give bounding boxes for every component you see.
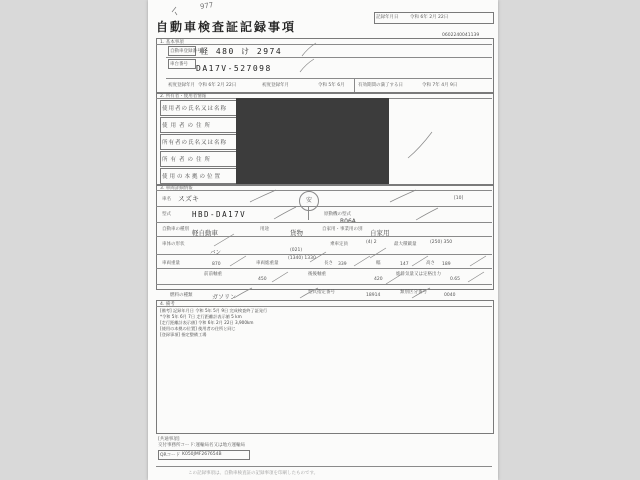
section3-heading: 3. 車両詳細情報 <box>160 186 193 191</box>
model-no-label: 型式指定番号 <box>308 290 335 295</box>
body-value: バン <box>210 250 222 256</box>
gross-value: (1340) 1330 <box>288 256 316 261</box>
rear-axle-label: 後後軸重 <box>308 272 326 277</box>
first-reg-label: 初度登録年月 <box>168 83 195 88</box>
first-date-value: 令和 5年 6月 <box>318 83 345 88</box>
weight-value: 870 <box>212 262 221 267</box>
capacity-label: 乗車定員 <box>330 242 348 247</box>
body-code: (021) <box>290 248 303 253</box>
expiry-label: 有効期間の満了する日 <box>358 83 403 88</box>
chassis-label: 車台番号 <box>170 62 188 67</box>
gross-label: 車両総重量 <box>256 261 279 266</box>
section2-heading: 2. 所有者・使用者情報 <box>160 94 207 99</box>
height-value: 189 <box>442 262 451 267</box>
fuel-label: 燃料の種類 <box>170 293 193 298</box>
width-value: 147 <box>400 262 409 267</box>
body-label: 車体の形状 <box>162 242 185 247</box>
bottom-note: この記録事項は、自動車検査証の記録事項を印刷したものです。 <box>188 471 319 476</box>
engine-label: 原動機の型式 <box>324 212 351 217</box>
first-reg-value: 令和 6年 2月 22日 <box>198 83 237 88</box>
issuer-text: 交付事務所コード:運輸局名又は地方運輸局 <box>158 443 246 448</box>
purpose-value: 自家用 <box>370 229 390 237</box>
chassis-number: DA17V-527098 <box>196 64 272 73</box>
use-value: 貨物 <box>290 229 303 237</box>
class-no-label: 類別区分番号 <box>400 290 427 295</box>
registration-number: 軽 480 け 2974 <box>200 47 283 56</box>
code-label: QRコード <box>160 453 181 458</box>
model-value: HBD-DA17V <box>192 210 247 219</box>
type-label: 自動車の種別 <box>162 227 189 232</box>
engine-value: R06A <box>340 218 356 225</box>
rear-axle-value: 420 <box>374 277 383 282</box>
front-axle-label: 前前軸重 <box>204 272 222 277</box>
reg-label: 自動車登録番号 <box>170 49 202 54</box>
code-value: K050JMF267654B <box>182 452 222 457</box>
type-value: 軽自動車 <box>192 229 218 237</box>
remark-line-2: [走行距離計表示値] 令和 6年 2月 22日 3,900km <box>160 320 254 325</box>
record-date-label: 記録年月日 <box>376 15 399 20</box>
owner-row-label-4: 使用の本拠の位置 <box>162 174 223 180</box>
width-label: 幅 <box>376 261 381 266</box>
owner-row-label-2: 所有者の氏名又は名称 <box>162 140 228 146</box>
maker-label: 車名 <box>162 197 171 202</box>
model-label: 型式 <box>162 212 171 217</box>
height-label: 高さ <box>426 261 435 266</box>
maker-code: [10] <box>454 196 464 201</box>
displacement-label: 総排気量又は定格出力 <box>396 272 441 277</box>
remark-line-1: *令和 5年 6月 7日 走行距離計表示値 5 km <box>160 314 242 319</box>
document-sheet <box>148 0 498 480</box>
remark-line-0: [備考] 記録年月日 令和 5年 5月 9日 完成検査終了証発行 <box>160 308 268 313</box>
length-label: 長さ <box>324 261 333 266</box>
remark-line-4: [登録事項] 指定整備工場 <box>160 332 207 337</box>
length-value: 339 <box>338 262 347 267</box>
purpose-label: 自家用・事業用の別 <box>322 227 363 232</box>
max-load-label: 最大積載量 <box>394 242 417 247</box>
capacity-value: (4) 2 <box>366 240 377 245</box>
model-no-value: 18914 <box>366 293 381 298</box>
owner-row-label-0: 使用者の氏名又は名称 <box>162 106 228 112</box>
owner-row-label-3: 所有者の住所 <box>162 157 214 163</box>
expiry-value: 令和 7年 4月 9日 <box>422 83 458 88</box>
displacement-value: 0.65 <box>450 277 461 282</box>
record-date-value: 令和 6年 2月 22日 <box>410 15 449 20</box>
section1-heading: 1. 基本事項 <box>160 40 184 45</box>
issuer-label: [共通事項] <box>158 437 180 442</box>
remark-line-3: [使用の本拠の位置] 使用者の住所と同じ <box>160 326 236 331</box>
fuel-value: ガソリン <box>212 294 237 301</box>
section4-heading: 4. 備考 <box>160 302 175 307</box>
max-load-value: (250) 350 <box>430 240 453 245</box>
inspection-stamp: 安 <box>299 191 319 211</box>
weight-label: 車両重量 <box>162 261 180 266</box>
redacted-owner-info <box>236 98 389 184</box>
document-title: 自動車検査証記録事項 <box>156 20 297 34</box>
use-label: 用途 <box>260 227 269 232</box>
owner-row-label-1: 使用者の住所 <box>162 123 214 129</box>
handwritten-note: 977 <box>199 1 214 11</box>
front-axle-value: 450 <box>258 277 267 282</box>
document-number: 0602240041139 <box>442 33 480 38</box>
maker-value: スズキ <box>178 195 199 203</box>
first-date-label: 初度登録年月 <box>262 83 289 88</box>
class-no-value: 0040 <box>444 293 456 298</box>
